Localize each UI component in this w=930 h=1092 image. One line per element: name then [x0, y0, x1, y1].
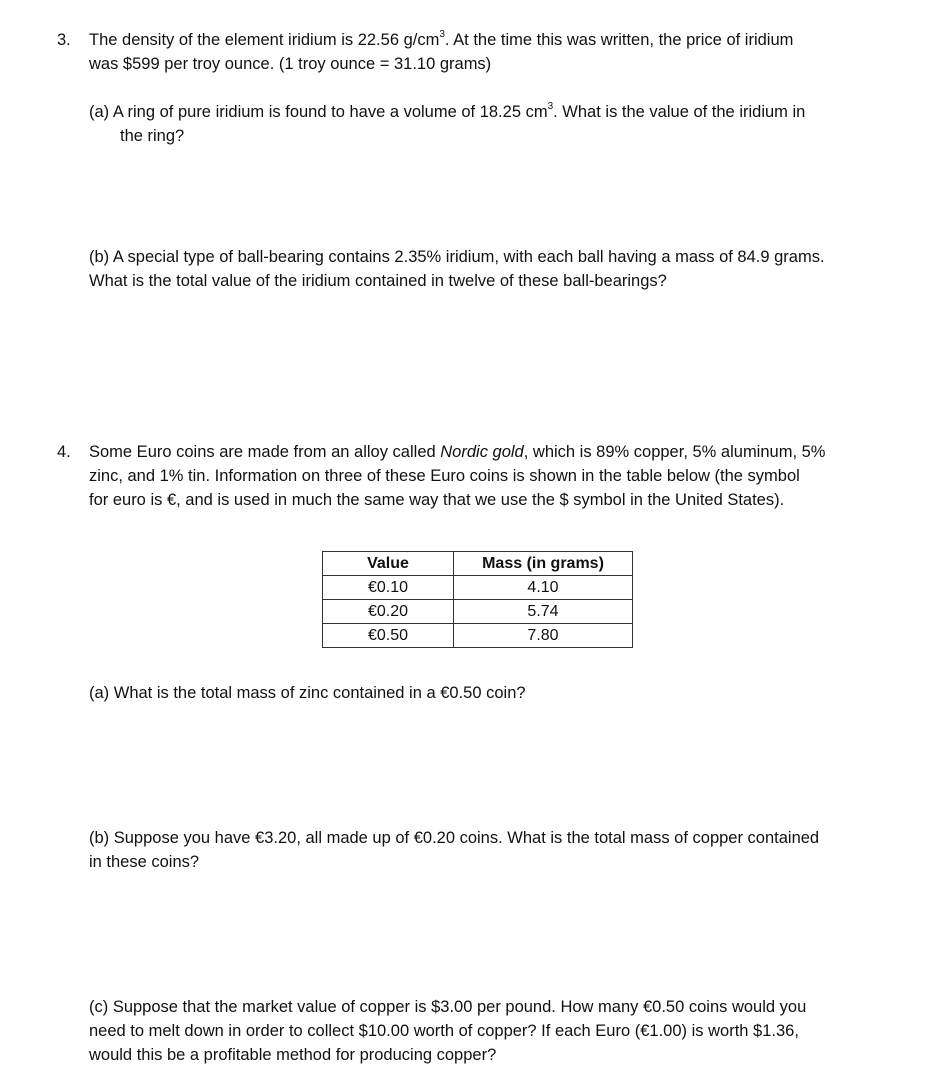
table-cell-mass: 5.74: [454, 600, 633, 624]
table-row: [323, 576, 633, 600]
question-4b: [89, 826, 909, 874]
table-cell-value: €0.10: [323, 576, 454, 600]
question-3b-line-1: (b) A special type of ball-bearing contains 2.35% iridium, with each ball having a mass of 84.9 grams.: [89, 248, 825, 266]
question-3-line-1: The density of the element iridium is 22.56 $g/cm^3$. At the time this was written, the price of iridium: [89, 28, 794, 49]
table-cell-mass: 7.80: [454, 624, 633, 648]
question-4c-line-1: (c) Suppose that the market value of copper is $3.00 per pound. How many €0.50 coins would you: [89, 998, 807, 1016]
question-4-number: 4.: [57, 443, 71, 461]
question-3b-line-2: What is the total value of the iridium contained in twelve of these ball-bearings?: [89, 272, 667, 290]
table-cell-value: €0.20: [323, 600, 454, 624]
question-3b: [89, 245, 909, 293]
question-4-line-2: zinc, and 1% tin. Information on three of these Euro coins is shown in the table below (the symbol: [89, 467, 800, 485]
table-cell-mass: 4.10: [454, 576, 633, 600]
question-4c-line-3: would this be a profitable method for producing copper?: [89, 1046, 497, 1064]
table-cell-value: €0.50: [323, 624, 454, 648]
table-row: [323, 624, 633, 648]
question-4c: [89, 995, 909, 1067]
table-header-mass: Mass (in grams): [454, 552, 633, 576]
question-4b-line-2: in these coins?: [89, 853, 200, 871]
table-row: [323, 600, 633, 624]
question-3-text: [89, 28, 909, 76]
question-3-line-2: was $599 per troy ounce. (1 troy ounce = 31.10 grams): [89, 55, 492, 73]
question-4-line-1: Some Euro coins are made from an alloy called Nordic gold, which is 89% copper, 5% aluminum, 5%: [89, 443, 826, 461]
question-4c-line-2: need to melt down in order to collect $10.00 worth of copper? If each Euro (€1.00) is worth $1.36,: [89, 1022, 799, 1040]
question-3a-line-2: the ring?: [120, 127, 185, 145]
euro-coin-table: [322, 551, 633, 648]
question-4-text: [89, 440, 909, 512]
question-3a: [89, 100, 930, 148]
question-4a-line-1: (a) What is the total mass of zinc contained in a €0.50 coin?: [89, 684, 526, 702]
table-header-value: Value: [323, 552, 454, 576]
question-3-number: 3.: [57, 31, 71, 49]
question-4a: [89, 681, 909, 705]
table-header-row: [323, 552, 633, 576]
question-4b-line-1: (b) Suppose you have €3.20, all made up of €0.20 coins. What is the total mass of copper contained: [89, 829, 820, 847]
question-3a-line-1: (a) A ring of pure iridium is found to have a volume of 18.25 $cm^3$. What is the value of the iridium in: [89, 100, 806, 121]
question-4-line-3: for euro is €, and is used in much the same way that we use the $ symbol in the United States).: [89, 491, 785, 509]
